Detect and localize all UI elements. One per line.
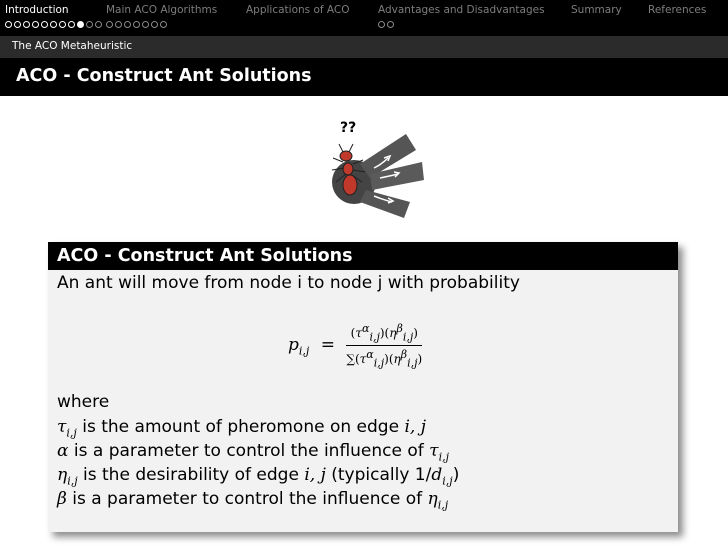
subsection-bar bbox=[0, 36, 728, 58]
tau-definition-text: is the amount of pheromone on edge bbox=[76, 417, 405, 437]
path-fork-icon bbox=[332, 134, 424, 218]
slide-dot-current[interactable] bbox=[77, 21, 84, 28]
frame-title-bar bbox=[0, 58, 728, 96]
eta-definition: $\eta_{i,j}$ is the desirability of edge i, j (typically $1/d_{i,j}$) bbox=[57, 465, 460, 488]
slide-dot[interactable] bbox=[106, 21, 113, 28]
formula-fraction bbox=[346, 322, 422, 370]
formula-equals: = bbox=[320, 334, 335, 355]
slide-dot[interactable] bbox=[14, 21, 21, 28]
nav-advantages-and-disadvantages[interactable]: Advantages and Disadvantages bbox=[378, 4, 545, 16]
introduction-slide-dots bbox=[5, 21, 102, 30]
probability-formula bbox=[288, 322, 422, 370]
nav-applications-of-aco[interactable]: Applications of ACO bbox=[246, 4, 350, 16]
alpha-definition-text: is a parameter to control the influence of bbox=[68, 441, 430, 461]
formula-numerator: $(\tau^\alpha_{i,j})(\eta^\beta_{i,j})$ bbox=[350, 322, 418, 344]
slide-dot[interactable] bbox=[133, 21, 140, 28]
nav-references[interactable]: References bbox=[648, 4, 707, 16]
slide-dot[interactable] bbox=[142, 21, 149, 28]
alpha-definition: α is a parameter to control the influence of $\tau_{i,j}$ bbox=[57, 441, 450, 464]
slide-dot[interactable] bbox=[124, 21, 131, 28]
nav-summary[interactable]: Summary bbox=[571, 4, 622, 16]
slide-dot[interactable] bbox=[86, 21, 93, 28]
formula-denominator: $\sum(\tau^\alpha_{i,j})(\eta^\beta_{i,j})$ bbox=[346, 345, 422, 369]
beta-definition-text: is a parameter to control the influence of bbox=[66, 489, 428, 509]
eta-definition-text: is the desirability of edge bbox=[77, 465, 305, 485]
slide-dot[interactable] bbox=[151, 21, 158, 28]
slide-dot[interactable] bbox=[68, 21, 75, 28]
main-aco-slide-dots bbox=[106, 21, 167, 30]
where-label: where bbox=[57, 392, 110, 412]
ant-at-fork-illustration bbox=[310, 112, 430, 224]
slide-dot[interactable] bbox=[378, 21, 385, 28]
nav-main-aco-algorithms[interactable]: Main ACO Algorithms bbox=[106, 4, 218, 16]
tau-definition: $\tau_{i,j}$ is the amount of pheromone on edge i, j bbox=[57, 417, 426, 440]
slide-dot[interactable] bbox=[32, 21, 39, 28]
block-body bbox=[48, 270, 678, 532]
formula-lhs-sub: i,j bbox=[298, 344, 310, 358]
nav-introduction[interactable]: Introduction bbox=[5, 4, 69, 16]
slide-dot[interactable] bbox=[23, 21, 30, 28]
slide-dot[interactable] bbox=[50, 21, 57, 28]
frame-title: ACO - Construct Ant Solutions bbox=[16, 66, 312, 86]
subsection-title: The ACO Metaheuristic bbox=[12, 40, 133, 52]
section-navigation-bar bbox=[0, 0, 728, 36]
question-marks: ?? bbox=[340, 120, 357, 136]
intro-text: An ant will move from node i to node j with probability bbox=[57, 273, 520, 293]
slide-dot[interactable] bbox=[95, 21, 102, 28]
advantages-slide-dots bbox=[378, 21, 394, 30]
formula-lhs: p bbox=[288, 334, 299, 355]
slide-dot[interactable] bbox=[59, 21, 66, 28]
aco-construct-block bbox=[48, 242, 678, 532]
eta-typically-text: (typically 1/ bbox=[325, 465, 432, 485]
slide-dot[interactable] bbox=[160, 21, 167, 28]
beta-definition: β is a parameter to control the influence of $\eta_{i,j}$ bbox=[57, 489, 449, 512]
slide-dot[interactable] bbox=[115, 21, 122, 28]
slide-dot[interactable] bbox=[5, 21, 12, 28]
block-title-bar bbox=[48, 242, 678, 270]
slide-dot[interactable] bbox=[387, 21, 394, 28]
slide-dot[interactable] bbox=[41, 21, 48, 28]
block-title: ACO - Construct Ant Solutions bbox=[57, 246, 353, 266]
